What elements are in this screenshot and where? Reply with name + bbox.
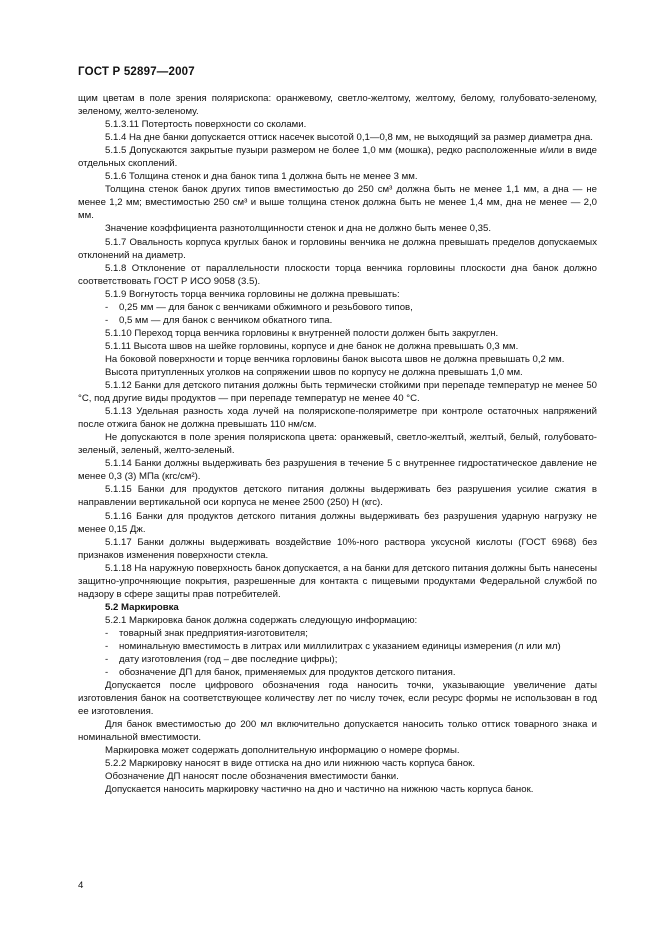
paragraph — [78, 510, 597, 536]
paragraph-text: 5.1.7 Овальность корпуса круглых банок и горловины венчика не должна превышать пределов допускаемых отклонений на диаметр. — [78, 236, 597, 261]
document-body — [78, 92, 597, 797]
paragraph — [78, 131, 597, 144]
paragraph-text: 5.1.14 Банки должны выдерживать без разрушения в течение 5 с внутреннее гидростатическое давление не менее 0,3 (3) МПа (кгс/см²). — [78, 458, 597, 483]
paragraph-text: Для банок вместимостью до 200 мл включительно допускается наносить только оттиск товарного знака и номинальной вместимости. — [78, 719, 597, 744]
paragraph — [78, 770, 597, 783]
paragraph-text: 5.1.5 Допускаются закрытые пузыри размером не более 1,0 мм (мошка), редко расположенные и/или в виде отдельных скоплений. — [78, 145, 597, 170]
paragraph — [78, 614, 597, 627]
paragraph-text: Значение коэффициента разнотолщинности стенок и дна не должно быть менее 0,35. — [105, 223, 491, 235]
paragraph — [78, 679, 597, 718]
paragraph-text: дату изготовления (год – две последние цифры); — [119, 654, 338, 666]
paragraph-text: Не допускаются в поле зрения полярископа цвета: оранжевый, светло-желтый, желтый, белый, голубовато-зеленый, зеленый, желто-зеленый. — [78, 432, 597, 457]
paragraph-text: 5.2.2 Маркировку наносят в виде оттиска на дно или нижнюю часть корпуса банок. — [105, 758, 476, 770]
paragraph-text: Толщина стенок банок других типов вместимостью до 250 см³ должна быть не менее 1,1 мм, а дна — не менее 1,2 мм; вместимостью 250 см³ и выше толщина стенок должна быть не менее 1,4 мм, дна не менее — 2,0 мм. — [78, 184, 597, 222]
list-dash: - — [105, 301, 109, 313]
list-dash: - — [105, 654, 109, 666]
paragraph — [78, 353, 597, 366]
paragraph-text: 5.2.1 Маркировка банок должна содержать следующую информацию: — [105, 614, 418, 626]
list-item — [78, 653, 597, 666]
list-item — [78, 666, 597, 679]
paragraph-text: 5.1.11 Высота швов на шейке горловины, корпусе и дне банок не должна превышать 0,3 мм. — [105, 340, 519, 352]
paragraph — [78, 327, 597, 340]
paragraph-text: Допускается после цифрового обозначения года наносить точки, указывающие увеличение даты изготовления банок на соответствующее количеству лет по числу точек, если ресурс формы не использован в год ее изготовления. — [78, 680, 597, 718]
list-item — [78, 627, 597, 640]
list-dash: - — [105, 314, 109, 326]
paragraph-text: 5.1.10 Переход торца венчика горловины к внутренней полости должен быть закруглен. — [105, 327, 499, 339]
paragraph-text: товарный знак предприятия-изготовителя; — [119, 627, 308, 639]
paragraph-text: 5.1.8 Отклонение от параллельности плоскости торца венчика горловины плоскости дна банок должно соответствовать ГОСТ Р ИСО 9058 (3.5). — [78, 262, 597, 287]
list-item — [78, 640, 597, 653]
paragraph-text: 5.1.18 На наружную поверхность банок допускается, а на банки для детского питания должны быть нанесены защитно-упрочняющие покрытия, разрешенные для контакта с пищевыми продуктами Федеральной службой по надзору в сфере защиты прав потребителей. — [78, 562, 597, 600]
paragraph — [78, 457, 597, 483]
page-number: 4 — [78, 880, 84, 891]
list-dash: - — [105, 667, 109, 679]
list-item — [78, 314, 597, 327]
list-dash: - — [105, 627, 109, 639]
list-item — [78, 301, 597, 314]
paragraph — [78, 144, 597, 170]
paragraph-text: Высота притупленных уголков на сопряжении швов по корпусу не должна превышать 1,0 мм. — [105, 366, 523, 378]
paragraph — [78, 718, 597, 744]
paragraph-text: 5.1.12 Банки для детского питания должны быть термически стойкими при перепаде температур не менее 50 °С, под другие виды продуктов — при перепаде температур не менее 40 °С. — [78, 380, 597, 405]
paragraph — [78, 366, 597, 379]
paragraph — [78, 757, 597, 770]
document-header: ГОСТ Р 52897—2007 — [78, 66, 195, 78]
paragraph-text: 5.1.17 Банки должны выдерживать воздействие 10%-ного раствора уксусной кислоты (ГОСТ 6968) без признаков изменения поверхности стекла. — [78, 536, 597, 561]
paragraph-text: Допускается наносить маркировку частично на дно и частично на нижнюю часть корпуса банок. — [105, 784, 534, 796]
paragraph-text: 5.1.3.11 Потертость поверхности со сколами. — [105, 119, 307, 131]
paragraph — [78, 262, 597, 288]
paragraph — [78, 222, 597, 235]
paragraph-text: На боковой поверхности и торце венчика горловины банок высота швов не должна превышать 0,2 мм. — [105, 353, 565, 365]
section-heading — [78, 601, 597, 614]
paragraph — [78, 562, 597, 601]
paragraph-text: 5.1.13 Удельная разность хода лучей на полярископе-поляриметре при контроле остаточных напряжений после отжига банок не должна превышать 110 нм/см. — [78, 406, 597, 431]
paragraph-text: 5.1.16 Банки для продуктов детского питания должны выдерживать без разрушения ударную нагрузку не менее 0,15 Дж. — [78, 510, 597, 535]
paragraph-text: Обозначение ДП наносят после обозначения вместимости банки. — [105, 771, 399, 783]
paragraph-text: щим цветам в поле зрения полярископа: оранжевому, светло-желтому, желтому, белому, голубовато-зеленому, зеленому, желто-зеленому. — [78, 93, 597, 118]
paragraph-text: 5.1.4 На дне банки допускается оттиск насечек высотой 0,1—0,8 мм, не выходящий за размер диаметра дна. — [105, 132, 593, 144]
paragraph — [78, 170, 597, 183]
paragraph-text: 0,25 мм — для банок с венчиками обжимного и резьбового типов, — [119, 301, 413, 313]
paragraph-text: 5.2 Маркировка — [105, 601, 179, 613]
paragraph-text: 5.1.15 Банки для продуктов детского питания должны выдерживать без разрушения усилие сжатия в направлении вертикальной оси корпуса не менее 2500 (250) Н (кгс). — [78, 484, 597, 509]
paragraph — [78, 783, 597, 796]
paragraph — [78, 744, 597, 757]
paragraph — [78, 483, 597, 509]
paragraph-text: 5.1.6 Толщина стенок и дна банок типа 1 должна быть не менее 3 мм. — [105, 171, 418, 183]
paragraph — [78, 405, 597, 431]
paragraph — [78, 92, 597, 118]
paragraph-text: Маркировка может содержать дополнительную информацию о номере формы. — [105, 745, 460, 757]
list-dash: - — [105, 640, 109, 652]
paragraph — [78, 183, 597, 222]
paragraph-text: 0,5 мм — для банок с венчиком обкатного типа. — [119, 314, 333, 326]
paragraph — [78, 118, 597, 131]
paragraph-text: обозначение ДП для банок, применяемых для продуктов детского питания. — [119, 667, 456, 679]
paragraph — [78, 431, 597, 457]
paragraph-text: номинальную вместимость в литрах или миллилитрах с указанием единицы измерения (л или мл) — [119, 640, 561, 652]
paragraph — [78, 536, 597, 562]
paragraph — [78, 288, 597, 301]
paragraph — [78, 236, 597, 262]
paragraph — [78, 340, 597, 353]
paragraph-text: 5.1.9 Вогнутость торца венчика горловины не должна превышать: — [105, 288, 400, 300]
paragraph — [78, 379, 597, 405]
